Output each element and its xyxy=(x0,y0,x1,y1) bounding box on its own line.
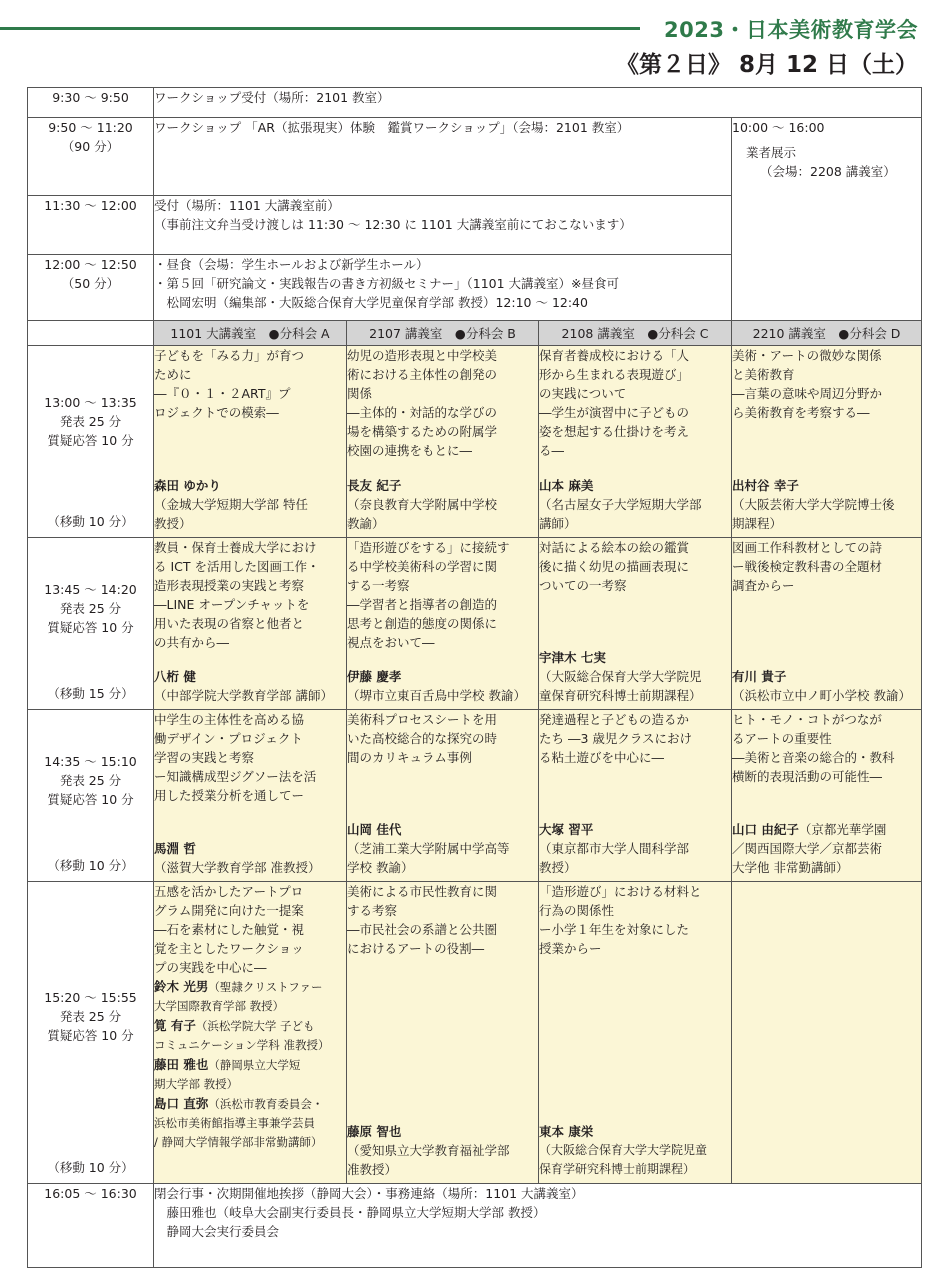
room-header-a: 1101 大講義室 ●分科会 A xyxy=(154,321,347,346)
presentation-2a: 教員・保育士養成大学におけ る ICT を活用した図画工作・ 造形表現授業の実践と考察 ―LINE オープンチャットを 用いた表現の省察と他者と の共有から― 八桁 健 （中部学院大学教育学部 講師） xyxy=(154,538,347,710)
presentation-4b: 美術による市民性教育に関 する考察 ―市民社会の系譜と公共圏 におけるアートの役割― 藤原 智也 （愛知県立大学教育福祉学部 准教授） xyxy=(347,882,539,1184)
presentation-3d: ヒト・モノ・コトがつなが るアートの重要性 ―美術と音楽の総合的・教科 横断的表現活動の可能性― 山口 由紀子（京都光華学園 ／関西国際大学／京都芸術 大学他 非常勤講師） xyxy=(732,710,922,882)
closing-ceremony: 閉会行事・次期開催地挨拶（静岡大会）・事務連絡（場所：1101 大講義室） 藤田雅也（岐阜大会副実行委員長・静岡県立大学短期大学部 教授） 静岡大会実行委員会 xyxy=(154,1184,922,1268)
room-header-row xyxy=(28,321,922,346)
room-header-d: 2210 講義室 ●分科会 D xyxy=(732,321,922,346)
organization-title: 2023・日本美術教育学会 xyxy=(664,18,918,42)
table-row-closing xyxy=(28,1184,922,1268)
time-cell: 11:30 ～ 12:00 xyxy=(28,196,154,255)
session-row-4 xyxy=(28,882,922,1184)
room-header-blank xyxy=(28,321,154,346)
presentation-3a: 中学生の主体性を高める協 働デザイン・プロジェクト 学習の実践と考察 ー知識構成型ジグソー法を活 用した授業分析を通してー 馬淵 哲 （滋賀大学教育学部 准教授） xyxy=(154,710,347,882)
session-time-cell: 14:35 ～ 15:10 発表 25 分 質疑応答 10 分 （移動 10 分） xyxy=(28,710,154,882)
presentation-1b: 幼児の造形表現と中学校美 術における主体性の創発の 関係 ―主体的・対話的な学びの 場を構築するための附属学 校園の連携をもとに― 長友 紀子 （奈良教育大学附属中学校 教諭） xyxy=(347,346,539,538)
time-cell: 16:05 ～ 16:30 xyxy=(28,1184,154,1268)
table-row-reception xyxy=(28,88,922,118)
presentation-2d: 図画工作科教材としての詩 ー戦後検定教科書の全題材 調査からー 有川 貴子 （浜松市立中ノ町小学校 教諭） xyxy=(732,538,922,710)
presentation-2c: 対話による絵本の絵の鑑賞 後に描く幼児の描画表現に ついての一考察 宇津木 七実 （大阪総合保育大学大学院児 童保育研究科博士前期課程） xyxy=(539,538,732,710)
presentation-3b: 美術科プロセスシートを用 いた高校総合的な探究の時 間のカリキュラム事例 山岡 佳代 （芝浦工業大学附属中学高等 学校 教諭） xyxy=(347,710,539,882)
registration: 受付（場所：1101 大講義室前） （事前注文弁当受け渡しは 11:30 ～ 12:30 に 1101 大講義室前にておこないます） xyxy=(154,196,732,255)
presentation-3c: 発達過程と子どもの造るか たち ―3 歳児クラスにおけ る粘土遊びを中心に― 大塚 習平 （東京都市大学人間科学部 教授） xyxy=(539,710,732,882)
presentation-4c: 「造形遊び」における材料と 行為の関係性 ー小学１年生を対象にした 授業からー 東本 康栄 （大阪総合保育大学大学院児童 保育学研究科博士前期課程） xyxy=(539,882,732,1184)
session-row-3 xyxy=(28,710,922,882)
schedule-table xyxy=(27,87,922,1268)
session-time-cell: 15:20 ～ 15:55 発表 25 分 質疑応答 10 分 （移動 10 分） xyxy=(28,882,154,1184)
session-row-2 xyxy=(28,538,922,710)
time-cell: 12:00 ～ 12:50 （50 分） xyxy=(28,255,154,321)
session-time-cell: 13:00 ～ 13:35 発表 25 分 質疑応答 10 分 （移動 10 分） xyxy=(28,346,154,538)
presentation-1a: 子どもを「みる力」が育つ ために ―『０・１・２ART』プ ロジェクトでの模索― 森田 ゆかり （金城大学短期大学部 特任 教授） xyxy=(154,346,347,538)
presentation-1c: 保育者養成校における「人 形から生まれる表現遊び」 の実践について ―学生が演習中に子どもの 姿を想起する仕掛けを考え る― 山本 麻美 （名古屋女子大学短期大学部 講師） xyxy=(539,346,732,538)
header-rule xyxy=(0,27,640,30)
vendor-exhibit: 10:00 ～ 16:00 業者展示 （会場：2208 講義室） xyxy=(732,118,922,321)
time-cell: 9:50 ～ 11:20 （90 分） xyxy=(28,118,154,196)
presentation-1d: 美術・アートの微妙な関係 と美術教育 ―言葉の意味や周辺分野か ら美術教育を考察する― 出村谷 幸子 （大阪芸術大学大学院博士後 期課程） xyxy=(732,346,922,538)
workshop-ar: ワークショップ 「AR（拡張現実）体験 鑑賞ワークショップ」（会場：2101 教室） xyxy=(154,118,732,196)
session-row-1 xyxy=(28,346,922,538)
time-cell: 9:30 ～ 9:50 xyxy=(28,88,154,118)
session-time-cell: 13:45 ～ 14:20 発表 25 分 質疑応答 10 分 （移動 15 分） xyxy=(28,538,154,710)
workshop-reception: ワークショップ受付（場所：2101 教室） xyxy=(154,88,922,118)
presentation-2b: 「造形遊びをする」に接続す る中学校美術科の学習に関 する一考察 ―学習者と指導者の創造的 思考と創造的態度の関係に 視点をおいて― 伊藤 慶孝 （堺市立東百舌鳥中学校 教諭） xyxy=(347,538,539,710)
room-header-b: 2107 講義室 ●分科会 B xyxy=(347,321,539,346)
day-title: 《第２日》 8月 12 日（土） xyxy=(615,52,918,78)
room-header-c: 2108 講義室 ●分科会 C xyxy=(539,321,732,346)
presentation-4d-empty xyxy=(732,882,922,1184)
table-row-workshop xyxy=(28,118,922,196)
lunch-seminar: ・昼食（会場：学生ホールおよび新学生ホール） ・第５回「研究論文・実践報告の書き方初級セミナー」（1101 大講義室）※昼食可 松岡宏明（編集部・大阪総合保育大学児童保育学部 教授）12:10 ～ 12:40 xyxy=(154,255,732,321)
presentation-4a: 五感を活かしたアートプロ グラム開発に向けた一提案 ―石を素材にした触覚・視 覚を主としたワークショッ プの実践を中心に― 鈴木 光男（聖隷クリストファー 大学国際教育学部 教授） 筧 有子（浜松学院大学 子ども コミュニケーション学科 准教授） 藤田 雅也（静岡県立大学短 期大学部 教授） 島口 直弥（浜松市教育委員会・ 浜松市美術館指導主事兼学芸員 / 静岡大学情報学部非常勤講師） xyxy=(154,882,347,1184)
